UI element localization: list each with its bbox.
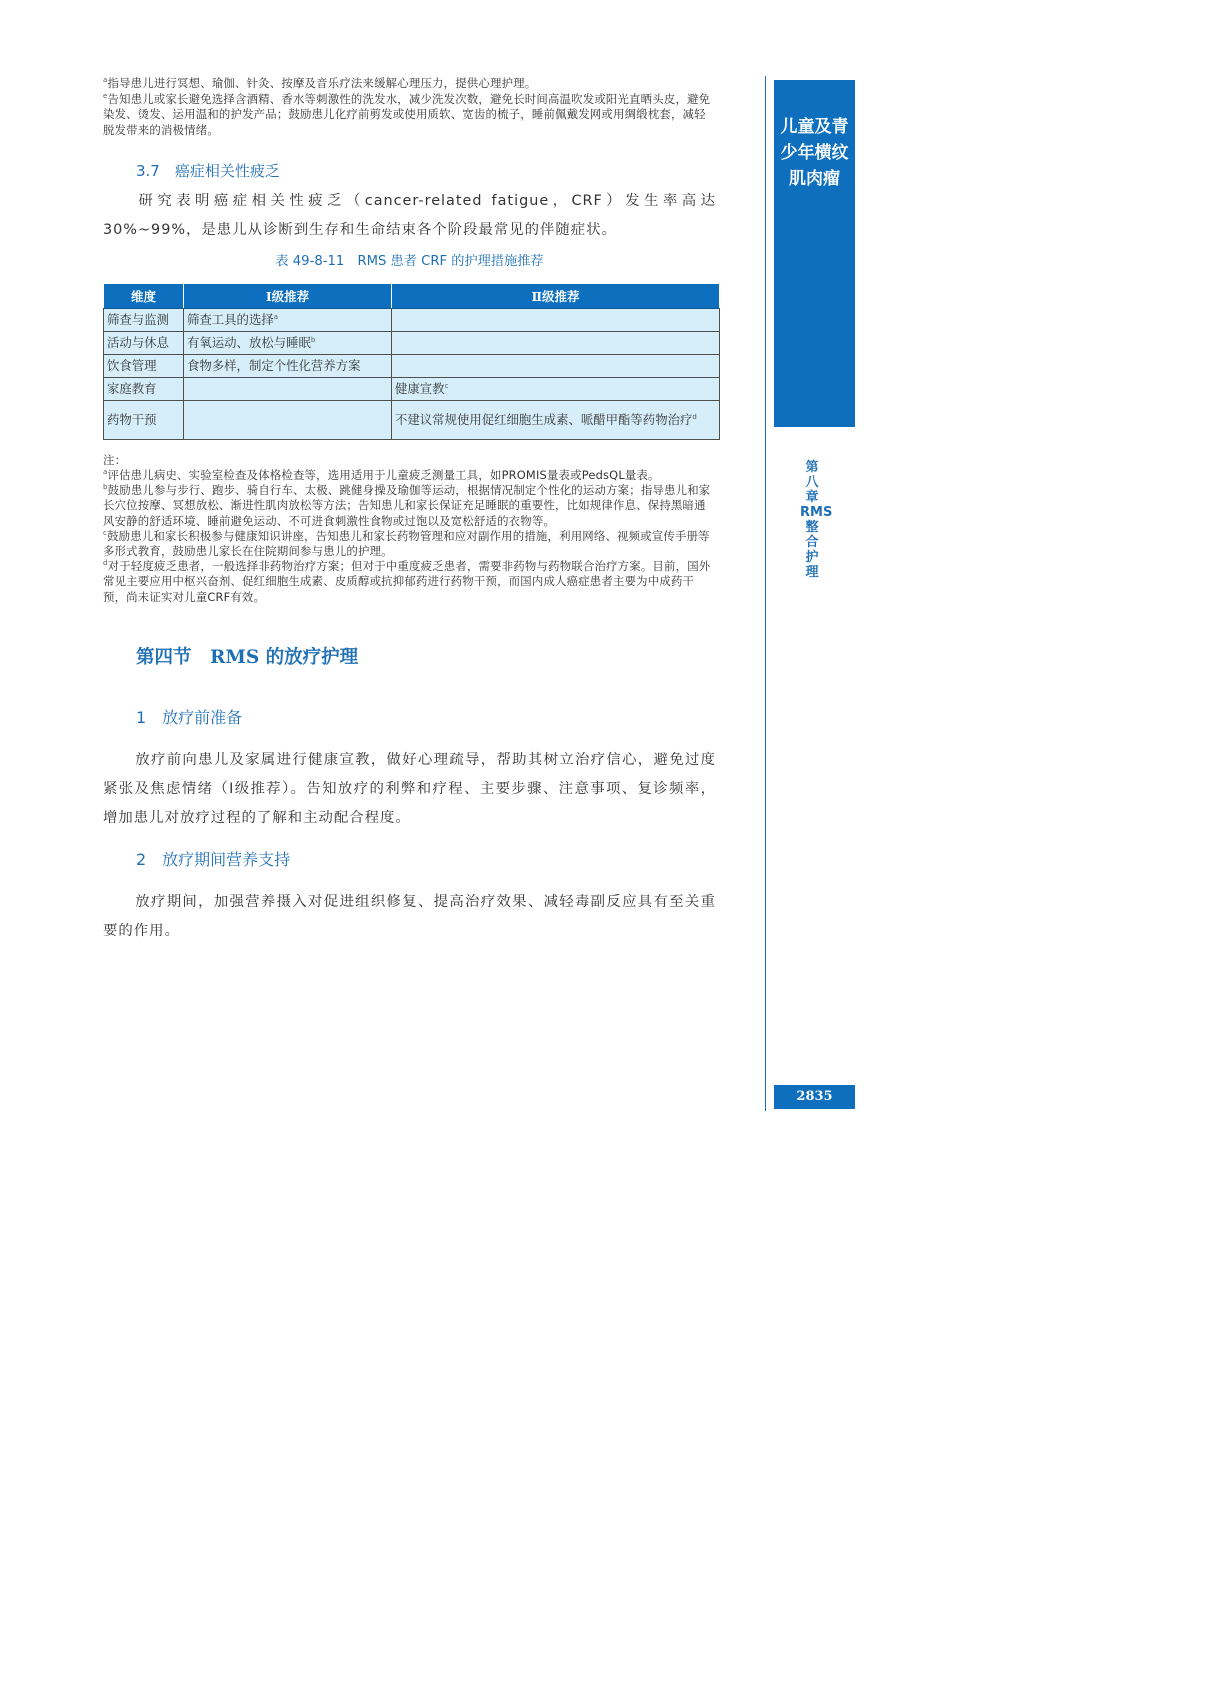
cell-level-2: [392, 308, 720, 331]
top-note-e: [103, 92, 716, 138]
table-row: [104, 400, 720, 439]
page-number: 2835: [774, 1085, 855, 1109]
main-column: [103, 76, 716, 946]
notes-label: 注：: [103, 452, 127, 467]
table-note-d: [103, 559, 716, 605]
note-text: 指导患儿进行冥想、瑜伽、针灸、按摩及音乐疗法来缓解心理压力，提供心理护理。: [107, 76, 537, 90]
table-row: [104, 331, 720, 354]
section-3-7-paragraph: [103, 187, 716, 245]
cell-level-1: [184, 354, 392, 377]
table-notes: [103, 453, 716, 605]
footnote-marker: b: [310, 336, 316, 345]
subsection-2-paragraph: [103, 888, 716, 946]
cell-dimension: 饮食管理: [104, 354, 184, 377]
chapter-label: 第八章 RMS整合护理: [800, 460, 833, 580]
table-note-a: [103, 468, 716, 483]
footnote-marker: d: [692, 413, 697, 422]
table-caption: 表 49-8-11 RMS 患者 CRF 的护理措施推荐: [275, 253, 544, 269]
paragraph-text: 放疗期间，加强营养摄入对促进组织修复、提高治疗效果、减轻毒副反应具有至关重要的作用。: [103, 893, 716, 939]
section-3-7-heading: 3.7 癌症相关性疲乏: [136, 161, 280, 180]
cell-text: 筛查工具的选择: [187, 312, 274, 328]
header-level-2: Ⅱ级推荐: [392, 283, 720, 308]
subsection-1-paragraph: [103, 746, 716, 833]
top-note-a: [103, 76, 716, 91]
table-row: [104, 308, 720, 331]
cell-text: 有氧运动、放松与睡眠: [187, 335, 311, 351]
cell-dimension: 药物干预: [104, 400, 184, 439]
note-text: 评估患儿病史、实验室检查及体格检查等，选用适用于儿童疲乏测量工具，如PROMIS量表或PedsQL量表。: [107, 468, 660, 483]
cell-level-1: [184, 400, 392, 439]
table-note-c: [103, 529, 716, 559]
cell-level-2: [392, 377, 720, 400]
paragraph-text: 研究表明癌症相关性疲乏（cancer-related fatigue，CRF）发生率高达30%~99%，是患儿从诊断到生存和生命结束各个阶段最常见的伴随症状。: [103, 192, 716, 238]
chapter-section-heading: 第四节 RMS 的放疗护理: [136, 646, 359, 668]
footnote-marker: c: [444, 382, 449, 391]
footnote-marker: c: [103, 529, 108, 538]
cell-level-1: [184, 331, 392, 354]
book-title-tab: [774, 80, 855, 427]
note-text: 鼓励患儿和家长积极参与健康知识讲座，告知患儿和家长药物管理和应对副作用的措施，利用网络、视频或宣传手册等多形式教育，鼓励患儿家长在住院期间参与患儿的护理。: [103, 528, 710, 559]
cell-dimension: 活动与休息: [104, 331, 184, 354]
header-level-1: Ⅰ级推荐: [184, 283, 392, 308]
cell-level-2: [392, 354, 720, 377]
header-dimension: 维度: [104, 283, 184, 308]
cell-level-1: [184, 377, 392, 400]
book-title: 儿童及青少年横纹肌肉瘤: [780, 117, 849, 189]
margin-rule: [765, 76, 766, 1111]
footnote-marker: a: [103, 76, 108, 85]
table-row: [104, 377, 720, 400]
cell-level-1: [184, 308, 392, 331]
note-text: 鼓励患儿参与步行、跑步、骑自行车、太极、跳健身操及瑜伽等运动，根据情况制定个性化的运动方案；指导患儿和家长穴位按摩、冥想放松、渐进性肌肉放松等方法；告知患儿和家长保证充足睡眠的重要性，比如规律作息、保持黑暗通风安静的舒适环境、睡前避免运动、不可进食刺激性食物或过饱以及宽松舒适的衣物等。: [103, 483, 711, 528]
cell-text: 不建议常规使用促红细胞生成素、哌醋甲酯等药物治疗: [395, 412, 693, 428]
cell-level-2: [392, 400, 720, 439]
footnote-marker: d: [103, 559, 108, 568]
footnote-marker: a: [103, 468, 108, 477]
subsection-1-heading: 1 放疗前准备: [136, 707, 243, 727]
table-row: [104, 354, 720, 377]
footnote-marker: a: [273, 313, 279, 322]
cell-dimension: 筛查与监测: [104, 308, 184, 331]
cell-text: 健康宣教: [395, 381, 445, 397]
footnote-marker: b: [103, 483, 108, 492]
note-text: 告知患儿或家长避免选择含酒精、香水等刺激性的洗发水，减少洗发次数，避免长时间高温吹发或阳光直晒头皮，避免染发、烫发、运用温和的护发产品；鼓励患儿化疗前剪发或使用质软、宽齿的梳子，睡前佩戴发网或用绸缎枕套，减轻脱发带来的消极情绪。: [103, 92, 711, 137]
paragraph-text: 放疗前向患儿及家属进行健康宣教，做好心理疏导，帮助其树立治疗信心，避免过度紧张及焦虑情绪（Ⅰ级推荐）。告知放疗的利弊和疗程、主要步骤、注意事项、复诊频率，增加患儿对放疗过程的了解和主动配合程度。: [103, 751, 716, 826]
table-header-row: [104, 283, 720, 308]
subsection-2-heading: 2 放疗期间营养支持: [136, 849, 291, 869]
note-text: 对于轻度疲乏患者，一般选择非药物治疗方案；但对于中重度疲乏患者，需要非药物与药物联合治疗方案。目前，国外常见主要应用中枢兴奋剂、促红细胞生成素、皮质醇或抗抑郁药进行药物干预，而国内成人癌症患者主要为中成药干预，尚未证实对儿童CRF有效。: [103, 559, 711, 604]
cell-dimension: 家庭教育: [104, 377, 184, 400]
cell-level-2: [392, 331, 720, 354]
table-note-b: [103, 483, 716, 529]
cell-text: 食物多样，制定个性化营养方案: [187, 358, 361, 374]
recommendation-table: [103, 283, 720, 440]
footnote-marker: e: [103, 92, 108, 101]
